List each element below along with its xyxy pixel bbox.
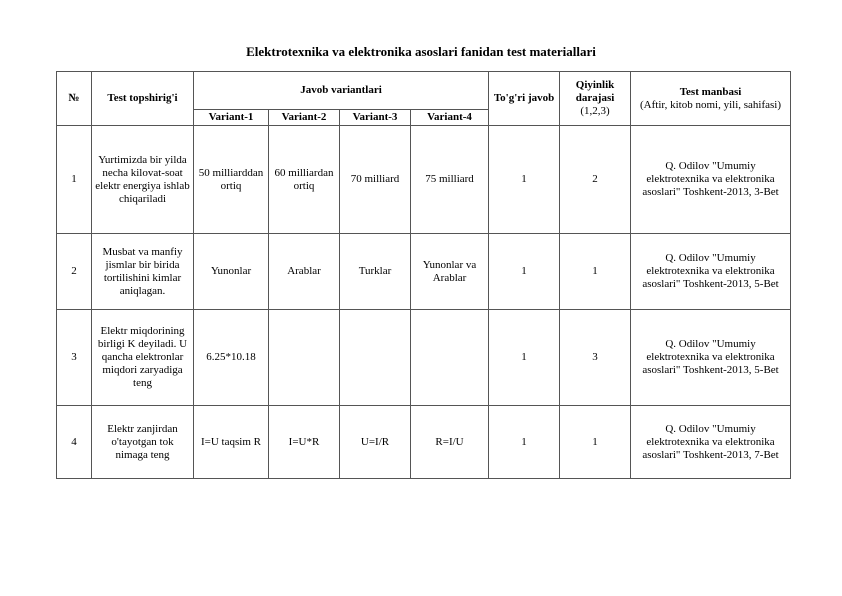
cell-variant-3: Turklar: [340, 234, 411, 310]
cell-correct: 1: [489, 126, 560, 234]
table-row: [57, 310, 791, 406]
table-row: [57, 406, 791, 479]
header-num: №: [57, 72, 92, 126]
cell-task: Musbat va manfiy jismlar bir birida tortilishini kimlar aniqlagan.: [92, 234, 194, 310]
cell-variant-4: R=I/U: [411, 406, 489, 479]
cell-num: 2: [57, 234, 92, 310]
cell-variant-1: 50 milliarddan ortiq: [194, 126, 269, 234]
header-variant-1: Variant-1: [194, 110, 269, 126]
cell-source: Q. Odilov "Umumiy elektrotexnika va elektronika asoslari" Toshkent-2013, 7-Bet: [631, 406, 791, 479]
cell-task: Elektr zanjirdan o'tayotgan tok nimaga teng: [92, 406, 194, 479]
table-row: [57, 126, 791, 234]
table-row: [57, 234, 791, 310]
cell-source: Q. Odilov "Umumiy elektrotexnika va elektronika asoslari" Toshkent-2013, 5-Bet: [631, 234, 791, 310]
cell-variant-4: Yunonlar va Arablar: [411, 234, 489, 310]
header-variant-2: Variant-2: [269, 110, 340, 126]
cell-source: Q. Odilov "Umumiy elektrotexnika va elektronika asoslari" Toshkent-2013, 3-Bet: [631, 126, 791, 234]
cell-task: Yurtimizda bir yilda necha kilovat-soat elektr energiya ishlab chiqariladi: [92, 126, 194, 234]
cell-variant-1: I=U taqsim R: [194, 406, 269, 479]
cell-difficulty: 1: [560, 234, 631, 310]
header-task: Test topshirig'i: [92, 72, 194, 126]
cell-correct: 1: [489, 234, 560, 310]
header-difficulty: [560, 72, 631, 126]
cell-variant-2: 60 milliardan ortiq: [269, 126, 340, 234]
header-source-label: Test manbasi: [679, 85, 742, 98]
cell-num: 1: [57, 126, 92, 234]
header-difficulty-label: Qiyinlik darajasi: [575, 79, 615, 104]
header-answers: Javob variantlari: [194, 72, 489, 110]
header-variant-4: Variant-4: [411, 110, 489, 126]
header-correct: To'g'ri javob: [489, 72, 560, 126]
cell-variant-3: U=I/R: [340, 406, 411, 479]
cell-variant-4: [411, 310, 489, 406]
page-title: Elektrotexnika va elektronika asoslari fanidan test materiallari: [246, 44, 596, 59]
header-difficulty-sub: (1,2,3): [580, 105, 610, 117]
cell-variant-3: [340, 310, 411, 406]
cell-correct: 1: [489, 406, 560, 479]
cell-variant-2: [269, 310, 340, 406]
cell-variant-4: 75 milliard: [411, 126, 489, 234]
cell-source: Q. Odilov "Umumiy elektrotexnika va elektronika asoslari" Toshkent-2013, 5-Bet: [631, 310, 791, 406]
cell-variant-2: Arablar: [269, 234, 340, 310]
header-variant-3: Variant-3: [340, 110, 411, 126]
cell-variant-2: I=U*R: [269, 406, 340, 479]
test-materials-table: [56, 71, 791, 479]
cell-task: Elektr miqdorining birligi K deyiladi. U qancha elektronlar miqdori zaryadiga teng: [92, 310, 194, 406]
cell-num: 3: [57, 310, 92, 406]
header-row: [57, 72, 791, 110]
header-source: [631, 72, 791, 126]
header-source-sub: (Aftir, kitob nomi, yili, sahifasi): [640, 98, 782, 111]
cell-correct: 1: [489, 310, 560, 406]
cell-num: 4: [57, 406, 92, 479]
cell-variant-1: 6.25*10.18: [194, 310, 269, 406]
cell-variant-1: Yunonlar: [194, 234, 269, 310]
cell-variant-3: 70 milliard: [340, 126, 411, 234]
cell-difficulty: 1: [560, 406, 631, 479]
cell-difficulty: 3: [560, 310, 631, 406]
cell-difficulty: 2: [560, 126, 631, 234]
